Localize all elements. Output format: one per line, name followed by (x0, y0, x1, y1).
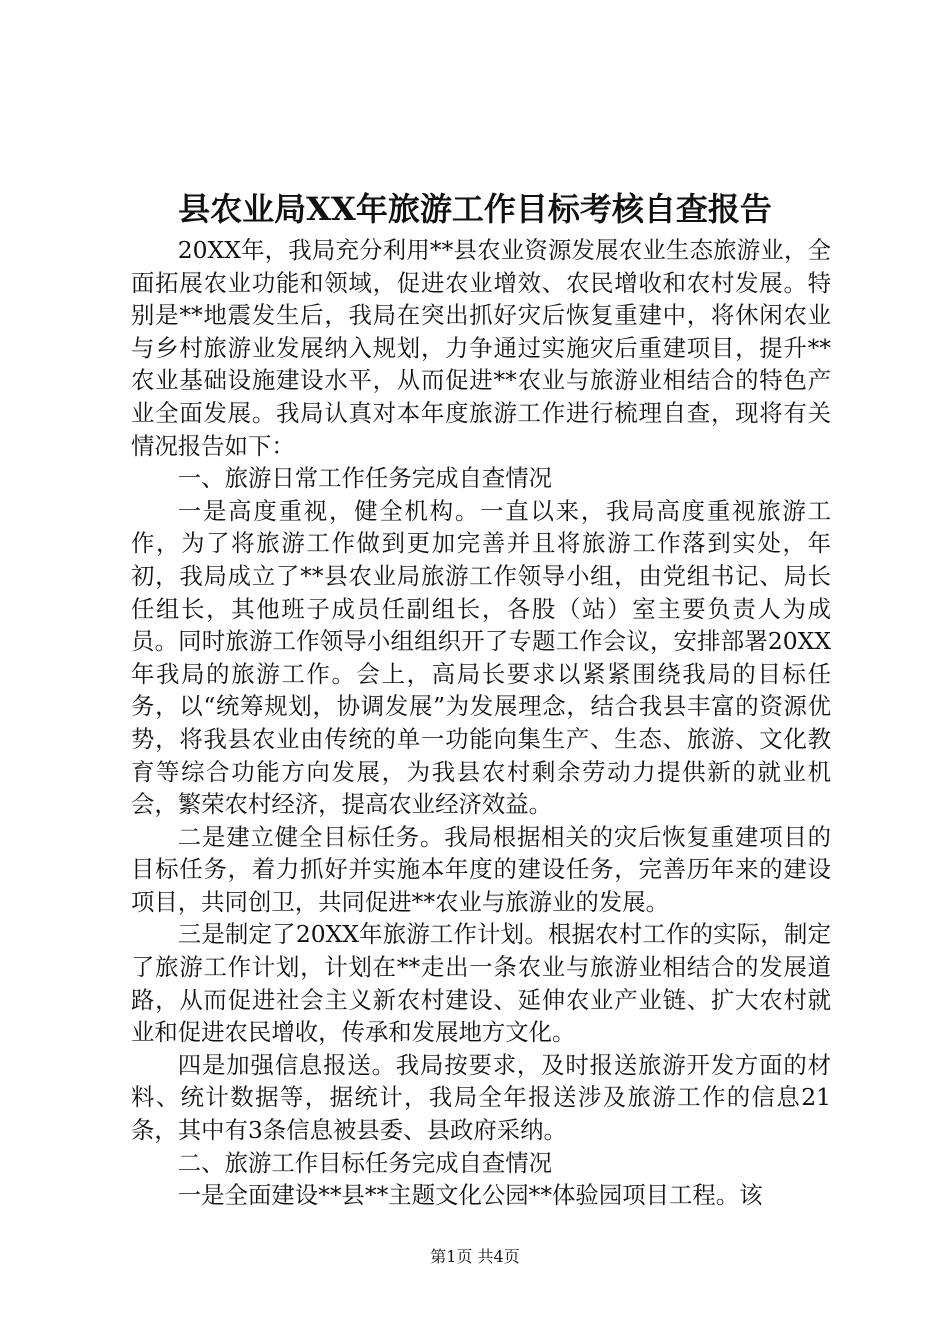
intro-paragraph: 20XX年，我局充分利用**县农业资源发展农业生态旅游业，全面拓展农业功能和领域，促进农业增效、农民增收和农村发展。特别是**地震发生后，我局在突出抓好灾后恢复重建中，将休闲农业与乡村旅游业发展纳入规划，力争通过实施灾后重建项目，提升**农业基础设施建设水平，从而促进**农业与旅游业相结合的特色产业全面发展。我局认真对本年度旅游工作进行梳理自查，现将有关情况报告如下： (131, 236, 831, 460)
section-heading-2: 二、旅游工作目标任务完成自查情况 (177, 1148, 553, 1177)
body-paragraph: 一是全面建设**县**主题文化公园**体验园项目工程。该 (177, 1181, 763, 1210)
body-paragraph: 三是制定了20XX年旅游工作计划。根据农村工作的实际，制定了旅游工作计划，计划在**走出一条农业与旅游业相结合的发展道路，从而促进社会主义新农村建设、延伸农业产业链、扩大农村就业和促进农民增收，传承和发展地方文化。 (131, 920, 831, 1047)
body-paragraph: 二是建立健全目标任务。我局根据相关的灾后恢复重建项目的目标任务，着力抓好并实施本年度的建设任务，完善历年来的建设项目，共同创卫，共同促进**农业与旅游业的发展。 (131, 822, 831, 916)
page-number-footer: 第1页 共4页 (430, 1247, 520, 1266)
body-paragraph: 四是加强信息报送。我局按要求，及时报送旅游开发方面的材料、统计数据等，据统计，我局全年报送涉及旅游工作的信息21条，其中有3条信息被县委、县政府采纳。 (131, 1050, 831, 1145)
section-heading-1: 一、旅游日常工作任务完成自查情况 (177, 464, 553, 493)
document-body (131, 234, 831, 1212)
body-paragraph: 一是高度重视，健全机构。一直以来，我局高度重视旅游工作，为了将旅游工作做到更加完善并且将旅游工作落到实处，年初，我局成立了**县农业局旅游工作领导小组，由党组书记、局长任组长，其他班子成员任副组长，各股（站）室主要负责人为成员。同时旅游工作领导小组组织开了专题工作会议，安排部署20XX年我局的旅游工作。会上，高局长要求以紧紧围绕我局的目标任务，以“统筹规划，协调发展”为发展理念，结合我县丰富的资源优势，将我县农业由传统的单一功能向集生产、生态、旅游、文化教育等综合功能方向发展，为我县农村剩余劳动力提供新的就业机会，繁荣农村经济，提高农业经济效益。 (131, 496, 831, 819)
document-title: 县农业局XX年旅游工作目标考核自查报告 (178, 190, 772, 228)
